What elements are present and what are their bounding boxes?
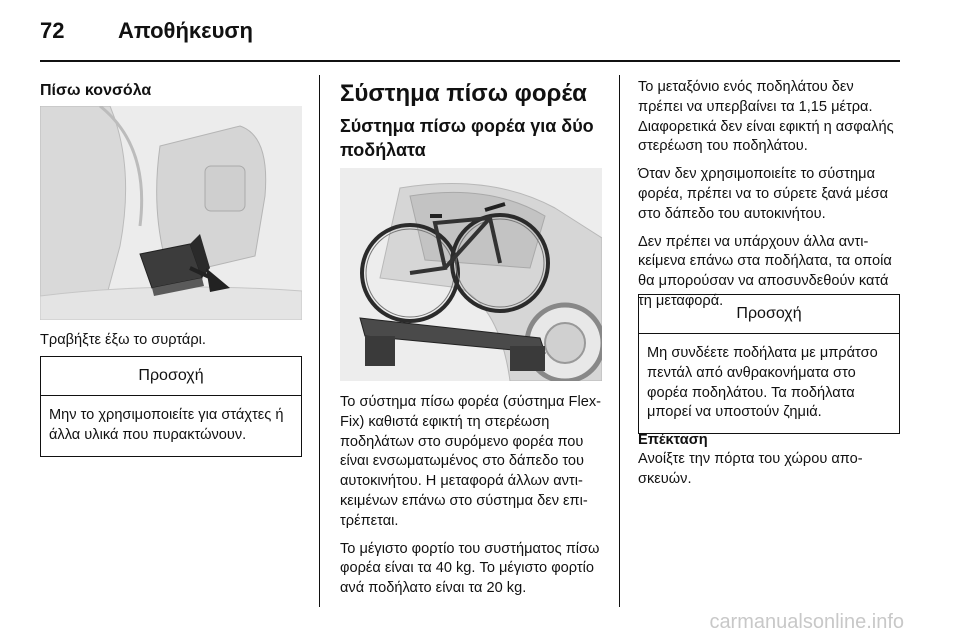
section-heading-rear-carrier: Σύστημα πίσω φορέα [340,80,587,107]
subheading-two-bikes: Σύστημα πίσω φορέα για δύο ποδήλατα [340,116,594,160]
section-heading-rear-console: Πίσω κονσόλα [40,82,152,99]
paragraph: Το μεταξόνιο ενός ποδηλάτου δεν πρέπει να υπερβαίνει τα 1,15 μέτρα. Διαφορετικά δεν είναι εφικτή η ασφαλής στερέωση του ποδηλάτου. [638,79,894,155]
column-divider [319,75,320,607]
warning-box [638,294,900,434]
rear-console-illustration [40,106,302,320]
watermark: carmanualsonline.info [709,611,904,633]
page-number: 72 [40,18,65,43]
warning-text: Μην το χρησιμοποιείτε για στάχτες ή άλλα υλικά που πυρακτώνουν. [49,407,284,443]
bike-carrier-drawing [340,168,602,381]
rear-carrier-text [340,393,602,607]
page-title: Αποθήκευση [118,18,253,43]
carrier-rules-text [638,78,900,320]
extension-text: Ανοίξτε την πόρτα του χώρου αποσκευών. [638,451,863,487]
warning-text: Μη συνδέετε ποδήλατα με μπράτσο πεντάλ από ανθρακονήματα στο φορέα ποδηλάτου. Τα ποδήλατα μπορεί να υποστούν ζημιά. [647,345,878,421]
rear-console-drawing [40,106,302,320]
warning-title: Προσοχή [639,295,899,334]
paragraph: Το σύστημα πίσω φορέα (σύστημα Flex-Fix) καθιστά εφικτή τη στερέωση ποδηλάτων στο συρόμενο φορέα που είναι ενσωματωμένος στο δάπεδο του αυτοκινήτου. Η μεταφορά άλλων αντικειμένων επάνω στο σύστημα δεν επιτρέπεται. [340,394,601,529]
warning-title: Προσοχή [41,357,301,396]
extension-heading: Επέκταση [638,432,708,448]
paragraph: Το μέγιστο φορτίο του συστήματος πίσω φορέα είναι τα 40 kg. Το μέγιστο φορτίο ανά ποδήλατο είναι τα 20 kg. [340,540,600,597]
paragraph: Όταν δεν χρησιμοποιείτε το σύστημα φορέα, πρέπει να το σύρετε ξανά μέσα στο δάπεδο του αυτοκινήτου. [638,166,889,222]
paragraph: Δεν πρέπει να υπάρχουν άλλα αντικείμενα επάνω στα ποδήλατα, τα οποία θα μπορούσαν να αποσυνδεθούν κατά τη μεταφορά. [638,233,892,309]
warning-box [40,356,302,457]
bike-carrier-illustration [340,168,602,381]
header-rule [40,60,900,62]
pull-drawer-caption: Τραβήξτε έξω το συρτάρι. [40,332,206,348]
column-divider [619,75,620,607]
